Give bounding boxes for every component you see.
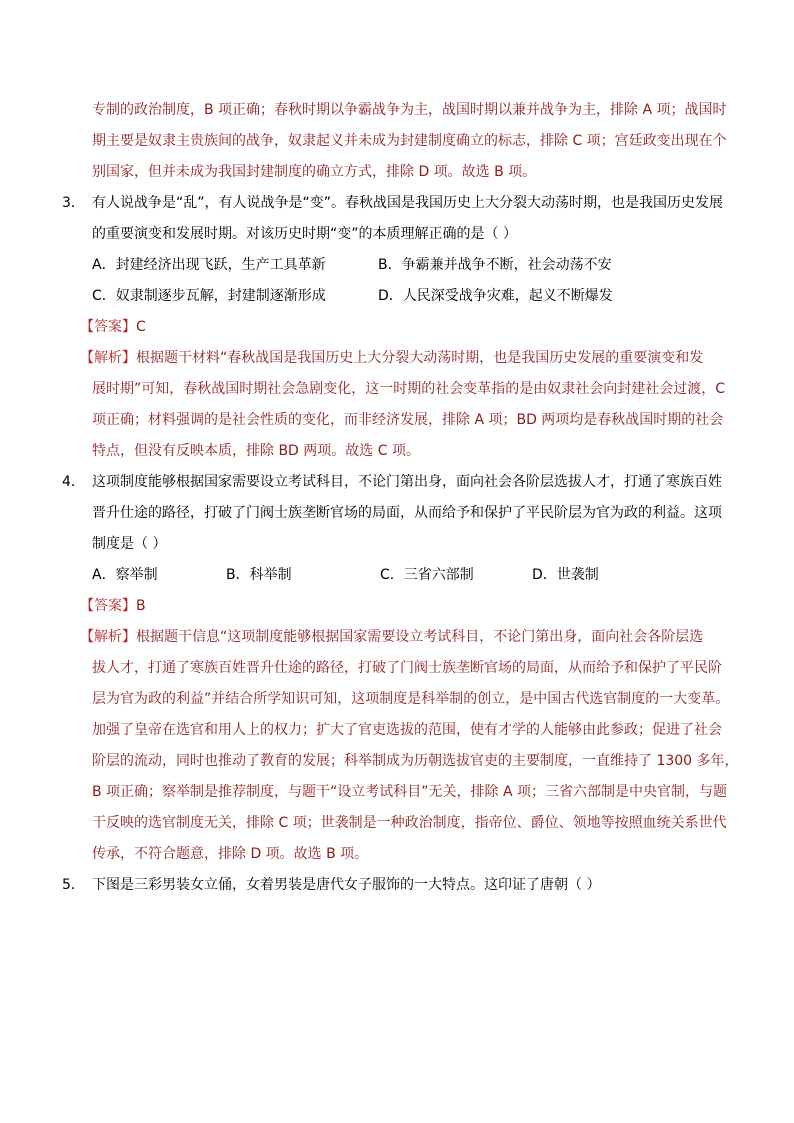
q3-options-row-1: [92, 255, 692, 275]
q4-analysis-line: 干反映的选官制度无关，排除 C 项；世袭制是一种政治制度，指帝位、爵位、领地等按照血统关系世代: [92, 815, 727, 831]
q3-option-c: C．奴隶制逐步瓦解，封建制逐渐形成: [92, 288, 326, 304]
q5-stem-line: 下图是三彩男装女立俑，女着男装是唐代女子服饰的一大特点。这印证了唐朝（ ）: [92, 877, 601, 893]
q3-analysis-line-first: [80, 348, 703, 368]
q3-analysis-text: 根据题干材料“春秋战国是我国历史上大分裂大动荡时期，也是我国历史发展的重要演变和发: [136, 350, 704, 366]
q3-analysis-line: 展时期”可知，春秋战国时期社会急剧变化，这一时期的社会变革指的是由奴隶社会向封建社会过渡，C: [92, 381, 726, 397]
q4-analysis-line: 加强了皇帝在选官和用人上的权力；扩大了官吏选拔的范围，使有才学的人能够由此参政；促进了社会: [92, 722, 722, 738]
q4-analysis-line: B 项正确；察举制是推荐制度，与题干“设立考试科目”无关，排除 A 项；三省六部制是中央官制，与题: [92, 784, 728, 800]
q4-analysis-line: 传承，不符合题意，排除 D 项。故选 B 项。: [92, 846, 369, 862]
q4-option-c: C．三省六部制: [380, 567, 474, 583]
q2-explanation-line: 期主要是奴隶主贵族间的战争，奴隶起义并未成为封建制度确立的标志，排除 C 项；宫廷政变出现在个: [92, 133, 727, 149]
q3-options-row-2: [92, 286, 692, 306]
q4-analysis-label: 【解析】: [80, 629, 136, 645]
q4-answer: [80, 596, 146, 616]
q4-stem-line: 这项制度能够根据国家需要设立考试科目，不论门第出身，面向社会各阶层选拔人才，打通了寒族百姓: [92, 474, 722, 490]
q3-number: 3．: [62, 195, 85, 211]
q3-answer-label: 【答案】: [80, 319, 136, 335]
q4-option-b: B．科举制: [226, 567, 292, 583]
q4-answer-value: B: [136, 598, 146, 614]
q3-answer: [80, 317, 146, 337]
q4-analysis-text: 根据题干信息“这项制度能够根据国家需要设立考试科目，不论门第出身，面向社会各阶层选: [136, 629, 704, 645]
q4-options-row: [92, 565, 692, 585]
q4-analysis-line: 阶层的流动，同时也推动了教育的发展；科举制成为历朝选拔官吏的主要制度，一直维持了 1300 多年，: [92, 753, 739, 769]
q3-analysis-line: 项正确；材料强调的是社会性质的变化，而非经济发展，排除 A 项；BD 两项均是春秋战国时期的社会: [92, 412, 724, 428]
q3-analysis-label: 【解析】: [80, 350, 136, 366]
q4-analysis-line-first: [80, 627, 703, 647]
q5-number: 5．: [62, 877, 85, 893]
q4-analysis-line: 拔人才，打通了寒族百姓晋升仕途的路径，打破了门阀士族垄断官场的局面，从而给予和保护了平民阶: [92, 660, 722, 676]
q3-option-d: D．人民深受战争灾难，起义不断爆发: [378, 288, 613, 304]
q2-explanation-line: 别国家，但并未成为我国封建制度的确立方式，排除 D 项。故选 B 项。: [92, 164, 537, 180]
q4-analysis-line: 层为官为政的利益”并结合所学知识可知，这项制度是科举制的创立，是中国古代选官制度的一大变革。: [92, 691, 730, 707]
q3-stem-line: 的重要演变和发展时期。对该历史时期“变”的本质理解正确的是（ ）: [92, 226, 517, 242]
q4-stem-line: 制度是（ ）: [92, 536, 167, 552]
q3-analysis-line: 特点，但没有反映本质，排除 BD 两项。故选 C 项。: [92, 443, 420, 459]
q4-stem-line: 晋升仕途的路径，打破了门阀士族垄断官场的局面，从而给予和保护了平民阶层为官为政的利益。这项: [92, 505, 722, 521]
q3-answer-value: C: [136, 319, 146, 335]
q3-stem-line: 有人说战争是“乱”，有人说战争是“变”。春秋战国是我国历史上大分裂大动荡时期，也是我国历史发展: [92, 195, 724, 211]
q4-number: 4．: [62, 474, 85, 490]
q4-answer-label: 【答案】: [80, 598, 136, 614]
q4-option-d: D．世袭制: [532, 567, 599, 583]
q3-option-b: B．争霸兼并战争不断，社会动荡不安: [378, 257, 612, 273]
q3-option-a: A．封建经济出现飞跃，生产工具革新: [92, 257, 326, 273]
q4-option-a: A．察举制: [92, 567, 158, 583]
q2-explanation-line: 专制的政治制度，B 项正确；春秋时期以争霸战争为主，战国时期以兼并战争为主，排除 A 项；战国时: [92, 102, 727, 118]
